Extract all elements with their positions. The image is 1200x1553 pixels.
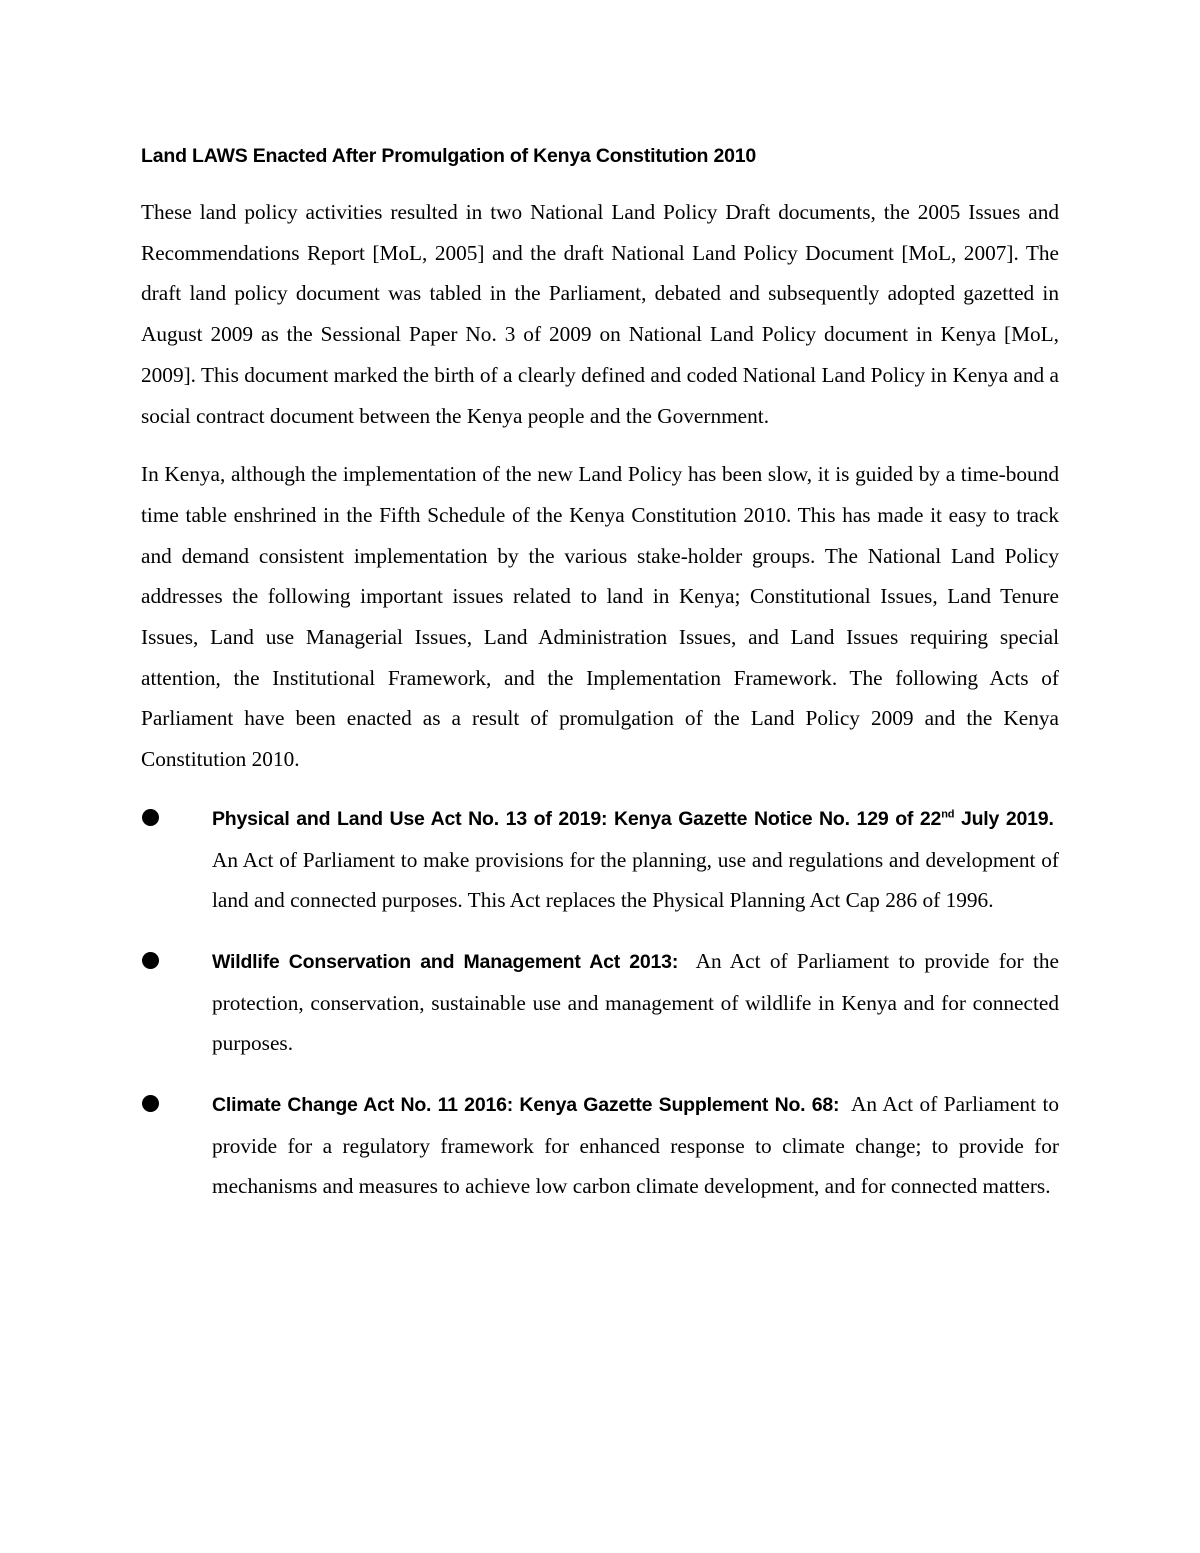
bullet-icon [142, 809, 159, 826]
list-item [141, 798, 1059, 921]
list-item [141, 941, 1059, 1064]
act-description: An Act of Parliament to provide for a regulatory framework for enhanced response to climate change; to provide for mechanisms and measures to achieve low carbon climate development, and for connected matters. [212, 1092, 1060, 1199]
act-description: An Act of Parliament to provide for the protection, conservation, sustainable use and management of wildlife in Kenya and for connected purposes. [212, 948, 1059, 1056]
act-description: An Act of Parliament to make provisions for the planning, use and regulations and development of land and connected purposes. This Act replaces the Physical Planning Act Cap 286 of 1996. [212, 847, 1059, 913]
act-entry [212, 798, 1059, 921]
bullet-icon [142, 952, 159, 969]
ordinal-superscript: nd [941, 808, 955, 821]
act-heading: Wildlife Conservation and Management Act 2013: [212, 950, 679, 973]
act-entry [212, 1084, 1059, 1207]
paragraph-land-policy-history: These land policy activities resulted in two National Land Policy Draft documents, the 2005 Issues and Recommendations Report [MoL, 2005] and the draft National Land Policy Document [MoL, 2007]. The draft land policy document was tabled in the Parliament, debated and subsequently adopted gazetted in August 2009 as the Sessional Paper No. 3 of 2009 on National Land Policy document in Kenya [MoL, 2009]. This document marked the birth of a clearly defined and coded National Land Policy in Kenya and a social contract document between the Kenya people and the Government. [141, 200, 1059, 428]
act-heading: Climate Change Act No. 11 2016: Kenya Gazette Supplement No. 68: [212, 1094, 840, 1117]
act-entry [212, 941, 1059, 1064]
list-item [141, 1084, 1059, 1207]
paragraph-land-policy-implementation: In Kenya, although the implementation of the new Land Policy has been slow, it is guided by a time-bound time table enshrined in the Fifth Schedule of the Kenya Constitution 2010. This has made it easy to track and demand consistent implementation by the various stake-holder groups. The National Land Policy addresses the following important issues related to land in Kenya; Constitutional Issues, Land Tenure Issues, Land use Managerial Issues, Land Administration Issues, and Land Issues requiring special attention, the Institutional Framework, and the Implementation Framework. The following Acts of Parliament have been enacted as a result of promulgation of the Land Policy 2009 and the Kenya Constitution 2010. [141, 462, 1059, 772]
document-body [141, 140, 1059, 1227]
document-title: Land LAWS Enacted After Promulgation of Kenya Constitution 2010 [141, 145, 757, 167]
act-heading: Physical and Land Use Act No. 13 of 2019: Kenya Gazette Notice No. 129 of 22nd July 2019. [212, 807, 1054, 830]
bullet-icon [142, 1095, 159, 1112]
acts-list [141, 798, 1059, 1207]
